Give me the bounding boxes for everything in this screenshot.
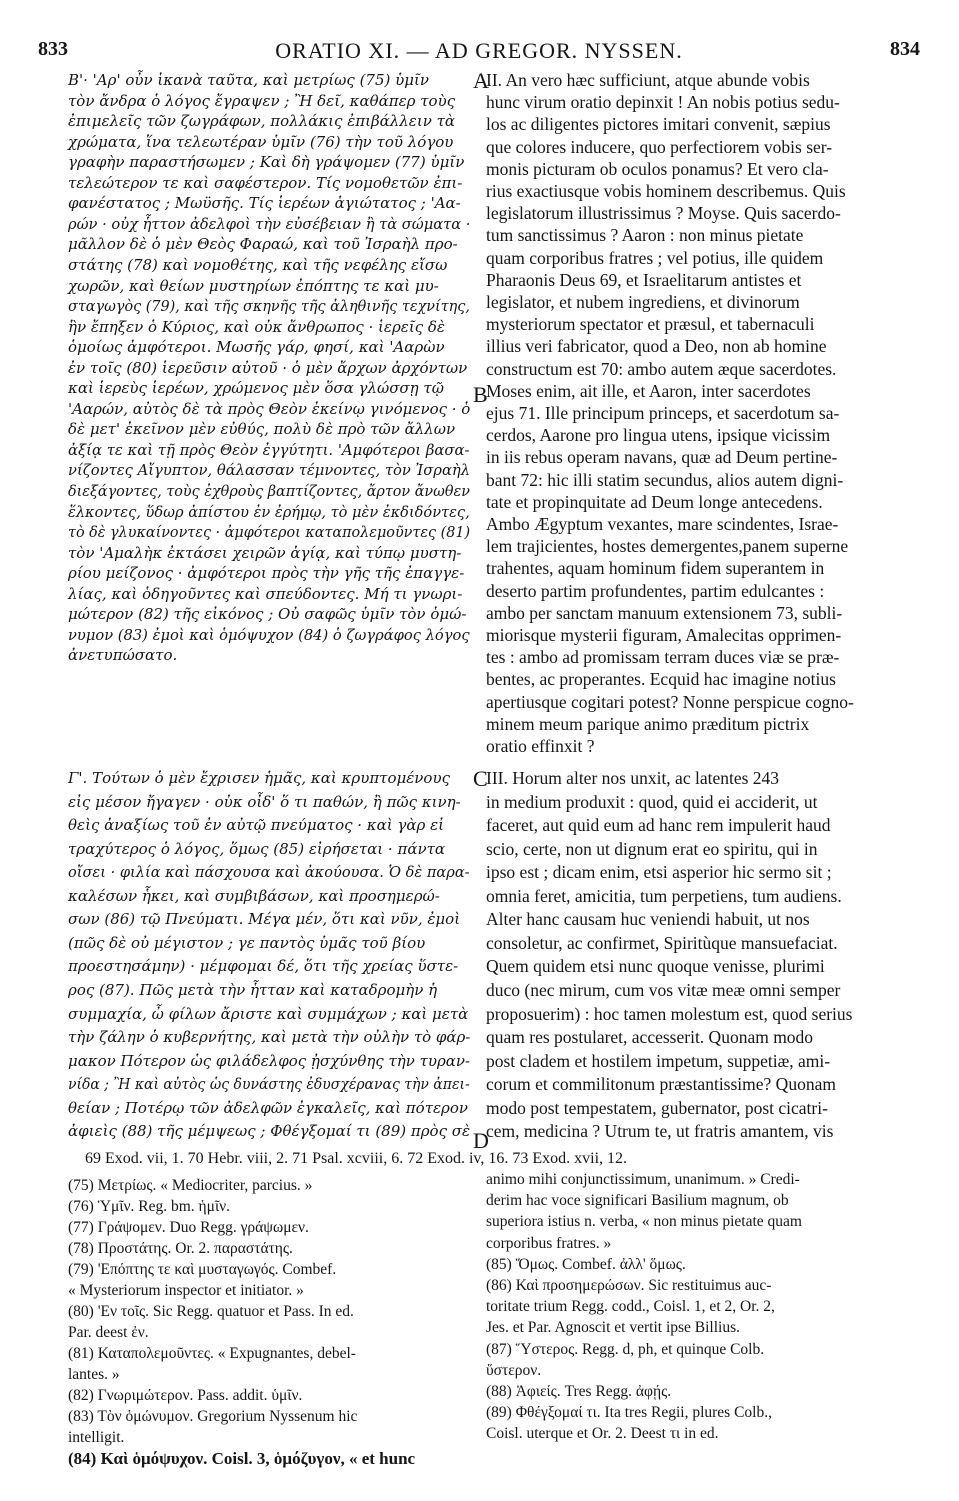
- margin-marker-c: C: [473, 766, 488, 791]
- greek-text-line: νίζοντες Αἴγυπτον, θάλασσαν τέμνοντες, τὸν Ἰσραὴλ: [68, 461, 471, 480]
- greek-text-line: οἴσει · φιλία καὶ πάσχουσα καὶ ἀκούουσα. Ὁ δὲ παρα-: [68, 863, 470, 882]
- greek-text-line: ἐπιμελεῖς τῶν ζωγράφων, πολλάκις ἐπιβάλλειν τὰ: [68, 112, 456, 131]
- margin-marker-a: A: [473, 68, 489, 93]
- note-line: (81) Καταπολεμοῦντες. « Expugnantes, debel-: [68, 1345, 356, 1362]
- note-line: superiora istius n. verba, « non minus pietate quam: [486, 1213, 802, 1231]
- latin-text-line: ejus 71. Ille principum princeps, et sacerdotum sa-: [486, 403, 840, 423]
- latin-text-line: in iis rebus operam navans, quæ ad Deum pertine-: [486, 447, 838, 468]
- latin-text-line: corum et commilitonum præstantissime? Quonam: [486, 1074, 836, 1095]
- note-line: (77) Γράψομεν. Duo Regg. γράψωμεν.: [68, 1219, 309, 1236]
- latin-text-line: trahentes, aquam hominum fidem superantem in: [486, 558, 825, 579]
- footnote-references: 69 Exod. vii, 1. 70 Hebr. viii, 2. 71 Psal. xcviii, 6. 72 Exod. iv, 16. 73 Exod. xvii, 12.: [85, 1150, 628, 1167]
- latin-text-line: tes : ambo ad promissam terram duces viæ se præ-: [486, 647, 840, 668]
- latin-text-line: que colores inducere, quo perfectiorem vobis ser-: [486, 136, 833, 157]
- greek-text-line: (πῶς δὲ οὐ μέγιστον ; γε παντὸς ὑμᾶς τοῦ βίου: [68, 933, 426, 952]
- greek-text-line: λίας, καὶ ὁδηγοῦντες καὶ σπεύδοντες. Μή τι γνωρι-: [68, 584, 463, 603]
- note-line: lantes. »: [68, 1366, 120, 1383]
- note-line: (79) 'Επόπτης τε καὶ μυσταγωγός. Combef.: [68, 1261, 337, 1278]
- note-line: (82) Γνωριμώτερον. Pass. addit. ὑμῖν.: [68, 1387, 303, 1404]
- greek-text-line: στάτης (78) καὶ νομοθέτης, καὶ τῆς νεφέλης εἴσω: [68, 255, 448, 274]
- latin-text-line: oratio effinxit ?: [486, 736, 595, 756]
- note-line: (85) Ὅμως. Combef. ἀλλ' ὅμως.: [486, 1255, 686, 1273]
- greek-text-line: καλέσων ἧκει, καὶ συμβιβάσων, καὶ προσημερώ-: [68, 886, 440, 905]
- latin-text-line: legislatorum illustrissimus ? Moyse. Quis sacerdo-: [486, 203, 841, 224]
- note-line: corporibus fratres. »: [486, 1234, 612, 1252]
- latin-text-line: deserto partim profundentes, partim edulcantes :: [486, 580, 825, 601]
- greek-text-bottom: [68, 768, 470, 1145]
- latin-text-line: miorisque mysterii figuram, Amalecitas opprimen-: [486, 625, 842, 645]
- greek-text-line: ἣν ἔπηξεν ὁ Κύριος, καὶ οὐκ ἄνθρωπος · ἱερεῖς δὲ: [68, 317, 445, 336]
- note-line: (88) Ἀφιείς. Tres Regg. ἀφῄς.: [486, 1383, 672, 1400]
- latin-text-top: [486, 70, 922, 790]
- greek-text-line: τὴν ζάλην ὁ κυβερνήτης, καὶ μετὰ τὴν οὐλὴν τὸ φάρ-: [68, 1028, 471, 1047]
- notes-left-column: [68, 1176, 470, 1476]
- latin-text-line: minem meum parique animo præditum pictrix: [486, 713, 810, 734]
- note-line: Jes. et Par. Agnoscit et vertit ipse Billius.: [486, 1319, 741, 1337]
- greek-text-line: τὸν ἄνδρα ὁ λόγος ἔγραψεν ; Ἢ δεῖ, καθάπερ τοὺς: [68, 91, 456, 110]
- note-line: animo mihi conjunctissimum, unanimum. » Credi-: [486, 1171, 800, 1188]
- note-line: (83) Τὸν ὁμώνυμον. Gregorium Nyssenum hic: [68, 1408, 358, 1425]
- latin-text-line: hunc virum oratio depinxit ! An nobis potius sedu-: [486, 92, 840, 113]
- latin-text-line: consoletur, ac confirmet, Spiritùque mansuefaciat.: [486, 932, 838, 953]
- note-line: ὕστερον.: [486, 1361, 542, 1379]
- latin-text-line: illius veri fabricator, quod a Deo, non ab homine: [486, 336, 827, 357]
- latin-text-line: constructum est 70: ambo autem æque sacerdotes.: [486, 358, 837, 379]
- note-line: derim hac voce significari Basilium magnum, ob: [486, 1192, 789, 1210]
- latin-text-line: omnia feret, amicitia, tum perpetiens, tum audiens.: [486, 885, 842, 906]
- latin-text-line: mysteriorum spectator et præsul, et tabernaculi: [486, 314, 815, 335]
- note-line: (87) Ὕστερος. Regg. d, ph, et quinque Colb.: [486, 1340, 765, 1358]
- greek-text-line: καὶ ἱερεὺς ἱερέων, χρώμενος μὲν ὅσα γλώσσῃ τῷ: [68, 379, 444, 398]
- latin-text-line: faceret, aut quid eum ad hanc rem impulerit haud: [486, 815, 831, 836]
- latin-text-line: bentes, ac properantes. Ecquid hac imagine notius: [486, 669, 836, 690]
- latin-text-line: II. An vero hæc sufficiunt, atque abunde vobis: [486, 70, 810, 90]
- note-line: (89) Φθέγξομαί τι. Ita tres Regii, plures Colb.,: [486, 1404, 772, 1422]
- greek-text-line: γραφὴν παραστήσωμεν ; Καὶ δὴ γράψομεν (77) ὑμῖν: [68, 153, 465, 172]
- greek-text-line: μᾶλλον δὲ ὁ μὲν Θεὸς Φαραώ, καὶ τοῦ Ἰσραὴλ προ-: [68, 235, 458, 254]
- latin-text-line: Ambo Ægyptum vexantes, mare scindentes, Israe-: [486, 514, 839, 534]
- greek-text-line: προεστησάμην) · μέμφομαι δέ, ὅτι τῆς χρείας ὕστε-: [68, 957, 459, 976]
- latin-text-line: cerdos, Aarone pro lingua utens, ipsique vicissim: [486, 425, 831, 446]
- latin-text-line: tate et propinquitate ad Deum longe antecedens.: [486, 491, 823, 512]
- notes-right-column: [486, 1170, 922, 1490]
- note-line: (84) Καὶ ὁμόψυχον. Coisl. 3, ὁμόζυγον, « et hunc: [68, 1449, 416, 1468]
- greek-text-line: ἕλκοντες, ὕδωρ ἀπίστου ἐν ἐρήμῳ, τὸ μὲν ἐκδιδόντες,: [68, 502, 470, 521]
- note-line: (78) Προστάτης. Or. 2. παραστάτης.: [68, 1240, 293, 1257]
- greek-text-top: [68, 70, 470, 666]
- greek-text-line: συμμαχία, ὦ φίλων ἄριστε καὶ συμμάχων ; καὶ μετὰ: [68, 1004, 469, 1023]
- latin-text-line: scio, certe, non ut dignum erat eo spiritu, qui in: [486, 838, 818, 859]
- greek-text-line: ἀξίᾳ τε καὶ τῇ πρὸς Θεὸν ἐγγύτητι. 'Αμφότεροι βασα-: [68, 440, 470, 459]
- greek-text-line: τὸ δὲ γλυκαίνοντες · ἀμφότεροι καταπολεμοῦντες (81): [68, 523, 471, 542]
- latin-text-line: rius exactiusque vobis hominem describemus. Quis: [486, 181, 846, 201]
- greek-text-line: Γ'. Τούτων ὁ μὲν ἔχρισεν ἡμᾶς, καὶ κρυπτομένους: [68, 769, 450, 787]
- latin-text-line: quam res postularet, accesserit. Quonam modo: [486, 1027, 814, 1048]
- latin-text-line: tum sanctissimus ? Aaron : non minus pietate: [486, 225, 804, 246]
- note-line: « Mysteriorum inspector et initiator. »: [68, 1282, 304, 1299]
- latin-text-line: proposuerim) : hoc tamen molestum est, quod serius: [486, 1003, 853, 1024]
- latin-text-line: cem, medicina ? Utrum te, ut fratris amantem, vis: [486, 1121, 834, 1142]
- greek-text-line: ρών · οὐχ ἧττον ἀδελφοὶ τὴν εὐσέβειαν ἢ τὰ σώματα ·: [68, 214, 471, 233]
- latin-text-bottom: [486, 768, 922, 1145]
- greek-text-line: διεξάγοντες, τοὺς ἐχθροὺς βαπτίζοντες, ἄρτον ἄνωθεν: [68, 482, 470, 500]
- greek-text-line: τελεώτερον τε καὶ σαφέστερον. Τίς νομοθετῶν ἐπι-: [68, 173, 463, 192]
- latin-text-line: duco (nec mirum, cum vos vitæ meæ omni semper: [486, 979, 841, 1000]
- page-number-right: 834: [890, 38, 920, 60]
- note-line: intelligit.: [68, 1429, 125, 1446]
- page-number-left: 833: [38, 38, 68, 60]
- greek-text-line: ἀφιεὶς (88) τῆς μέμψεως ; Φθέγξομαί τι (89) πρὸς σὲ: [68, 1122, 471, 1141]
- greek-text-line: θείαν ; Ποτέρῳ τῶν ἀδελφῶν ἐγκαλεῖς, καὶ πότερον: [68, 1098, 469, 1117]
- running-title: ORATIO XI. — AD GREGOR. NYSSEN.: [275, 38, 683, 63]
- latin-text-line: post cladem et hostilem impetum, suppetiæ, ami-: [486, 1050, 831, 1071]
- note-line: (86) Καὶ προσημερώσων. Sic restituimus auc-: [486, 1277, 772, 1294]
- latin-text-line: Moses enim, ait ille, et Aaron, inter sacerdotes: [486, 380, 811, 401]
- greek-text-line: μακον Πότερον ὡς φιλάδελφος ᾐσχύνθης τὴν τυραν-: [68, 1051, 471, 1070]
- greek-text-line: 'Ααρών, αὐτὸς δὲ τὰ πρὸς Θεὸν ἐκείνῳ γινόμενος · ὁ: [68, 399, 471, 418]
- note-line: (80) 'Εν τοῖς. Sic Regg. quatuor et Pass. In ed.: [68, 1303, 354, 1320]
- greek-text-line: σταγωγὸς (79), καὶ τῆς σκηνῆς τῆς ἀληθινῆς τεχνίτης,: [68, 297, 470, 316]
- latin-text-line: bant 72: hic illi statim secundus, alios autem digni-: [486, 469, 844, 490]
- latin-text-line: legislator, et nubem ingrediens, et divinorum: [486, 292, 800, 312]
- latin-text-line: los ac diligentes pictores imitari convenit, sæpius: [486, 114, 831, 135]
- greek-text-line: B'· 'Αρ' οὖν ἱκανὰ ταῦτα, καὶ μετρίως (75) ὑμῖν: [68, 71, 429, 89]
- margin-marker-d: D: [473, 1128, 489, 1153]
- margin-marker-b: B: [473, 382, 488, 407]
- greek-text-line: τραχύτερος ὁ λόγος, ὅμως (85) εἰρήσεται · πάντα: [68, 839, 445, 858]
- latin-text-line: monis picturam ob oculos ponamus? Et vero cla-: [486, 158, 829, 179]
- greek-text-line: χρώματα, ἵνα τελεωτέραν ὑμῖν (76) τὴν τοῦ λόγου: [68, 132, 454, 151]
- greek-text-line: ρος (87). Πῶς μετὰ τὴν ἧτταν καὶ καταδρομὴν ἡ: [68, 980, 438, 999]
- latin-text-line: modo post tempestatem, gubernator, post cicatri-: [486, 1097, 828, 1118]
- latin-text-line: Quem quidem etsi nunc quoque venisse, plurimi: [486, 956, 825, 977]
- page-header: [38, 38, 920, 66]
- greek-text-line: θεὶς ἀναξίως τοῦ ἐν αὐτῷ πνεύματος · καὶ γὰρ εἰ: [68, 816, 445, 835]
- greek-text-line: φανέστατος ; Μωϋσῆς. Τίς ἱερέων ἁγιώτατος ; 'Αα-: [68, 194, 461, 213]
- greek-text-line: νυμον (83) ἐμοὶ καὶ ὁμόψυχον (84) ὁ ζωγράφος λόγος: [68, 625, 470, 644]
- latin-text-line: in medium produxit : quod, quid ei acciderit, ut: [486, 791, 818, 812]
- greek-text-line: τὸν 'Αμαλὴκ ἐκτάσει χειρῶν ἁγίᾳ, καὶ τύπῳ μυστη-: [68, 543, 462, 562]
- note-line: toritate trium Regg. codd., Coisl. 1, et 2, Or. 2,: [486, 1298, 775, 1316]
- latin-text-line: apertiusque cogitari potest? Nonne perspicue cogno-: [486, 691, 854, 712]
- latin-text-line: ambo per sanctam manuum extensionem 73, subli-: [486, 602, 843, 623]
- latin-text-line: Pharaonis Deus 69, et Israelitarum antistes et: [486, 269, 802, 290]
- greek-text-line: χωρῶν, καὶ θείων μυστηρίων ἐπόπτης τε καὶ μυ-: [68, 276, 439, 295]
- greek-text-line: ἀνετυπώσατο.: [68, 646, 178, 665]
- note-line: (75) Μετρίως. « Mediocriter, parcius. »: [68, 1177, 313, 1194]
- greek-text-line: ρίου μείζονος · ἀμφότεροι πρὸς τὴν γῆς τῆς ἐπαγγε-: [68, 564, 465, 583]
- latin-text-line: ipso est ; dicam enim, etsi asperior hic sermo sit ;: [486, 862, 832, 883]
- greek-text-line: ἐν τοῖς (80) ἱερεῦσιν αὐτοῦ · ὁ μὲν ἄρχων ἀρχόντων: [68, 358, 468, 377]
- greek-text-line: μώτερον (82) τῆς εἰκόνος ; Οὐ σαφῶς ὑμῖν τὸν ὁμώ-: [68, 605, 467, 624]
- latin-text-line: lem trajicientes, hostes demergentes,panem superne: [486, 536, 849, 557]
- greek-text-line: ὁμοίως ἀμφότεροι. Μωσῆς γάρ, φησί, καὶ 'Ααρὼν: [68, 338, 445, 357]
- greek-text-line: σων (86) τῷ Πνεύματι. Μέγα μέν, ὅτι καὶ νῦν, ἐμοὶ: [68, 910, 461, 929]
- latin-text-line: III. Horum alter nos unxit, ac latentes 243: [486, 768, 780, 788]
- note-line: Par. deest ἐν.: [68, 1324, 149, 1341]
- latin-text-line: Alter hanc causam huc veniendi habuit, ut nos: [486, 909, 810, 930]
- latin-text-line: quam corporibus fratres ; vel potius, ille quidem: [486, 247, 824, 268]
- greek-text-line: νίδα ; Ἢ καὶ αὐτὸς ὡς δυνάστης ἐδυσχέρανας τὴν ἀπει-: [68, 1075, 470, 1094]
- greek-text-line: εἰς μέσον ἤγαγεν · οὐκ οἶδ' ὅ τι παθών, ἢ πῶς κινη-: [68, 792, 461, 811]
- note-line: Coisl. uterque et Or. 2. Deest τι in ed.: [486, 1425, 719, 1443]
- greek-text-line: δὲ μετ' ἐκεῖνον μὲν εὐθύς, πολὺ δὲ πρὸ τῶν ἄλλων: [68, 420, 456, 439]
- note-line: (76) Ὑμῖν. Reg. bm. ἡμῖν.: [68, 1198, 231, 1215]
